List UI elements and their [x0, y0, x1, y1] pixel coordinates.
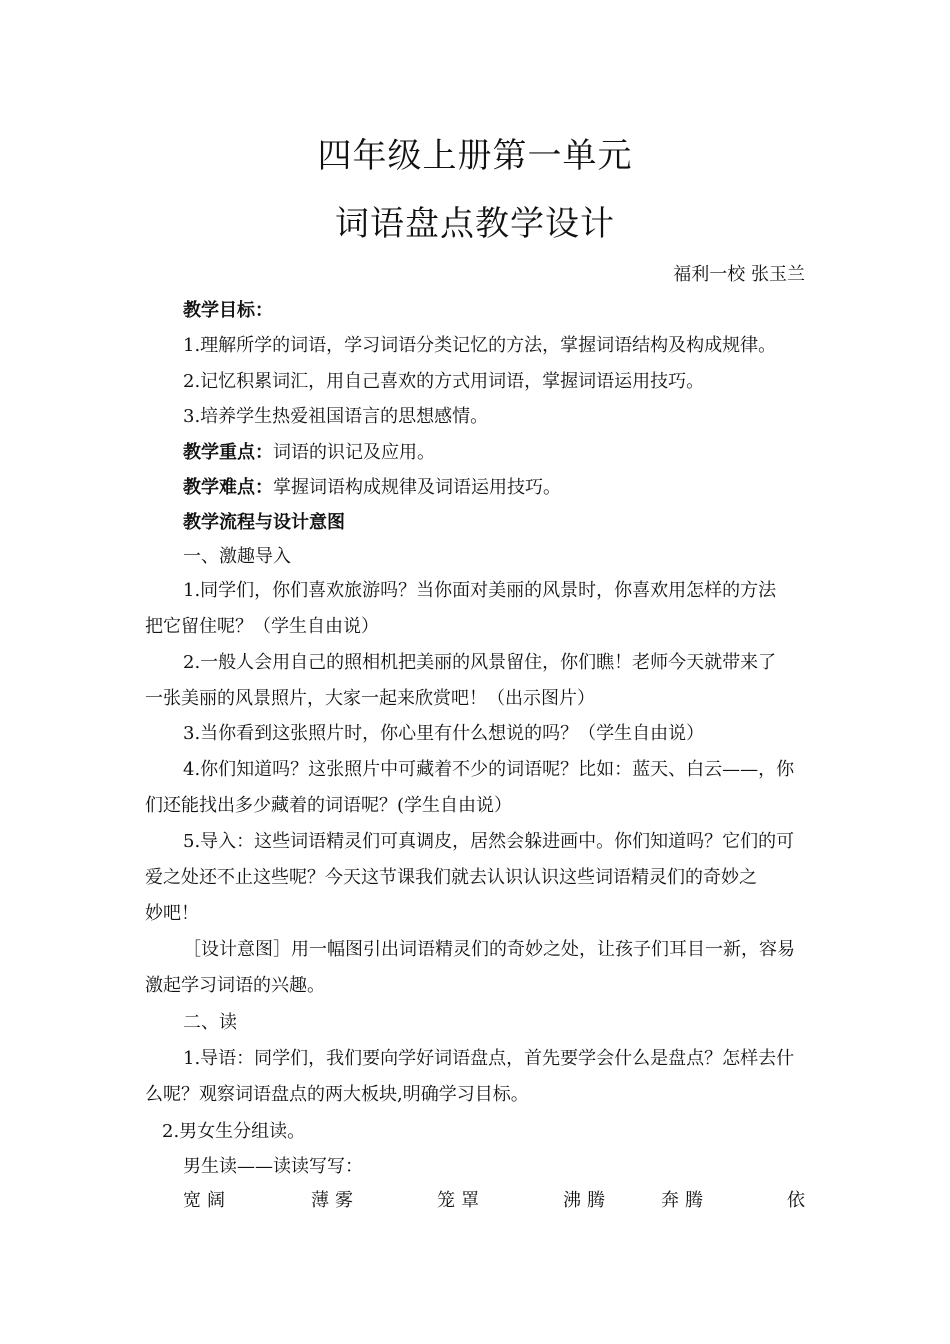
boys-read-heading: 男生读——读读写写：: [183, 1156, 363, 1177]
paragraph-5-line-1: 5.导入：这些词语精灵们可真调皮，居然会躲进画中。你们知道吗？它们的可: [183, 831, 795, 852]
paragraph-5-line-3: 妙吧！: [145, 903, 199, 924]
design-intent-line-1: ［设计意图］用一幅图引出词语精灵们的奇妙之处，让孩子们耳目一新，容易: [183, 939, 795, 960]
difficulty-points: [183, 473, 561, 499]
reading-1-line-1: 1.导语：同学们，我们要向学好词语盘点，首先要学会什么是盘点？怎样去什: [183, 1048, 795, 1069]
key-points-text: 词语的识记及应用。: [273, 442, 435, 463]
section-1-heading: 一、激趣导入: [183, 546, 291, 567]
word-item: 沸腾: [563, 1190, 611, 1211]
paragraph-1-line-2: 把它留住呢？（学生自由说）: [145, 616, 379, 637]
word-item: 薄雾: [311, 1190, 359, 1211]
paragraph-2-line-2: 一张美丽的风景照片，大家一起来欣赏吧！（出示图片）: [145, 688, 595, 709]
paragraph-2-line-1: 2.一般人会用自己的照相机把美丽的风景留住，你们瞧！老师今天就带来了: [183, 652, 777, 673]
paragraph-3: 3.当你看到这张照片时，你心里有什么想说的吗？（学生自由说）: [183, 723, 705, 744]
key-points-label: 教学重点：: [183, 442, 273, 463]
key-points: [183, 438, 435, 464]
word-item: 依: [787, 1190, 811, 1211]
goals-heading: 教学目标：: [183, 300, 273, 321]
difficulty-label: 教学难点：: [183, 477, 273, 498]
goal-3: 3.培养学生热爱祖国语言的思想感情。: [183, 406, 489, 427]
flow-heading: 教学流程与设计意图: [183, 512, 345, 533]
document-title-line-2: 词语盘点教学设计: [335, 204, 615, 244]
author-line: 福利一校 张玉兰: [673, 264, 805, 285]
word-item: 笼罩: [437, 1190, 485, 1211]
paragraph-4-line-1: 4.你们知道吗？这张照片中可藏着不少的词语呢？比如：蓝天、白云——，你: [183, 759, 795, 780]
word-item: 宽阔: [183, 1190, 231, 1211]
word-item: 奔腾: [661, 1190, 709, 1211]
reading-2: 2.男女生分组读。: [162, 1121, 306, 1142]
paragraph-5-line-2: 爱之处还不止这些呢？今天这节课我们就去认识认识这些词语精灵们的奇妙之: [145, 867, 757, 888]
paragraph-4-line-2: 们还能找出多少藏着的词语呢？(学生自由说）: [145, 795, 513, 816]
goal-2: 2.记忆积累词汇，用自己喜欢的方式用词语，掌握词语运用技巧。: [183, 371, 705, 392]
section-2-heading: 二、读: [183, 1012, 237, 1033]
design-intent-line-2: 激起学习词语的兴趣。: [145, 975, 325, 996]
paragraph-1-line-1: 1.同学们，你们喜欢旅游吗？当你面对美丽的风景时，你喜欢用怎样的方法: [183, 580, 777, 601]
difficulty-text: 掌握词语构成规律及词语运用技巧。: [273, 477, 561, 498]
goal-1: 1.理解所学的词语，学习词语分类记忆的方法，掌握词语结构及构成规律。: [183, 335, 777, 356]
document-title-line-1: 四年级上册第一单元: [317, 136, 633, 176]
reading-1-line-2: 么呢？观察词语盘点的两大板块,明确学习目标。: [145, 1084, 529, 1105]
